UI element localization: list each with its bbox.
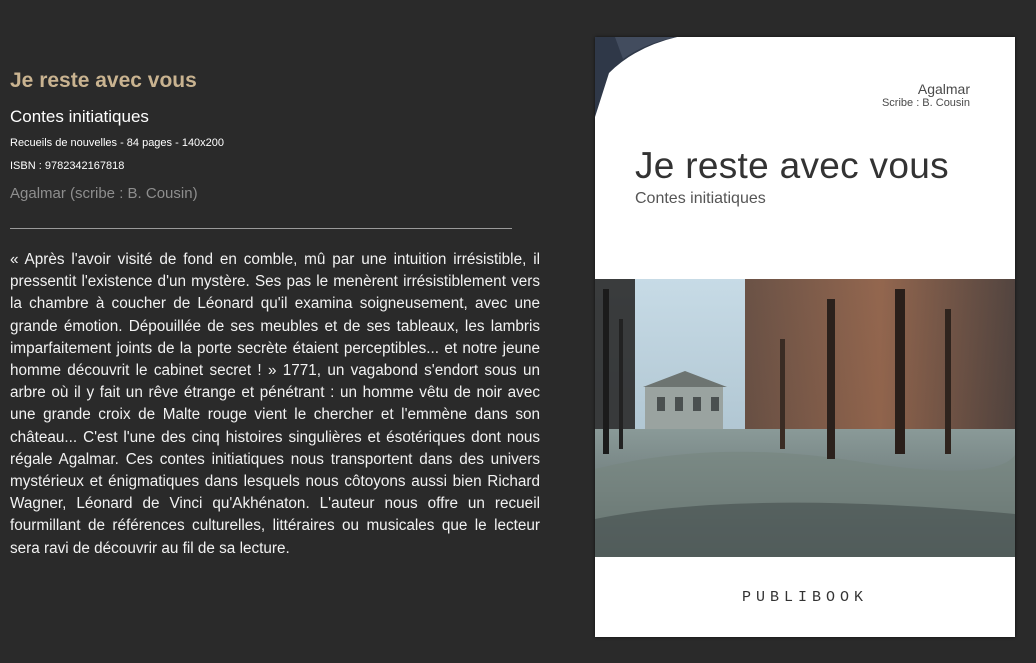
book-author: Agalmar (scribe : B. Cousin) [10, 185, 198, 202]
book-title: Je reste avec vous [10, 69, 197, 92]
cover-photo [595, 279, 1015, 557]
cover-author: Agalmar [917, 81, 970, 97]
book-meta: Recueils de nouvelles - 84 pages - 140x200 [10, 137, 225, 149]
book-subtitle: Contes initiatiques [10, 107, 149, 126]
book-cover[interactable] [595, 37, 1015, 637]
book-isbn: ISBN : 9782342167818 [10, 160, 125, 172]
cover-corner-decoration [595, 37, 685, 117]
cover-publisher: PUBLIBOOK [741, 589, 868, 606]
cover-title: Je reste avec vous [635, 145, 949, 186]
divider [10, 228, 512, 229]
book-description: « Après l'avoir visité de fond en comble, mû par une intuition irrésistible, il pressentit l'existence d'un mystère. Ses pas le menèrent irrésistiblement vers la chambre à coucher de Léonard qu'il examina soigneusement, avec une grande émotion. Dépouillée de ses meubles et de ses tableaux, les lambris imparfaitement joints de la porte secrète étaient perceptibles... et notre jeune homme découvrit le cabinet secret ! » 1771, un vagabond s'endort sous un arbre où il y fait un rêve étrange et pénétrant : un homme vêtu de noir avec une grande croix de Malte rouge vient le chercher et l'emmène dans son château... C'est l'une des cinq histoires singulières et ésotériques dont nous régale Agalmar. Ces contes initiatiques nous transportent dans des univers mystérieux et énigmatiques dans lesquels nous côtoyons aussi bien Richard Wagner, Léonard de Vinci qu'Akhénaton. L'auteur nous offre un recueil fourmillant de références culturelles, littéraires ou musicales que le lecteur sera ravi de découvrir au fil de sa lecture. [10, 251, 540, 557]
cover-subtitle: Contes initiatiques [635, 190, 766, 207]
book-details [10, 66, 540, 560]
cover-scribe: Scribe : B. Cousin [881, 97, 970, 109]
